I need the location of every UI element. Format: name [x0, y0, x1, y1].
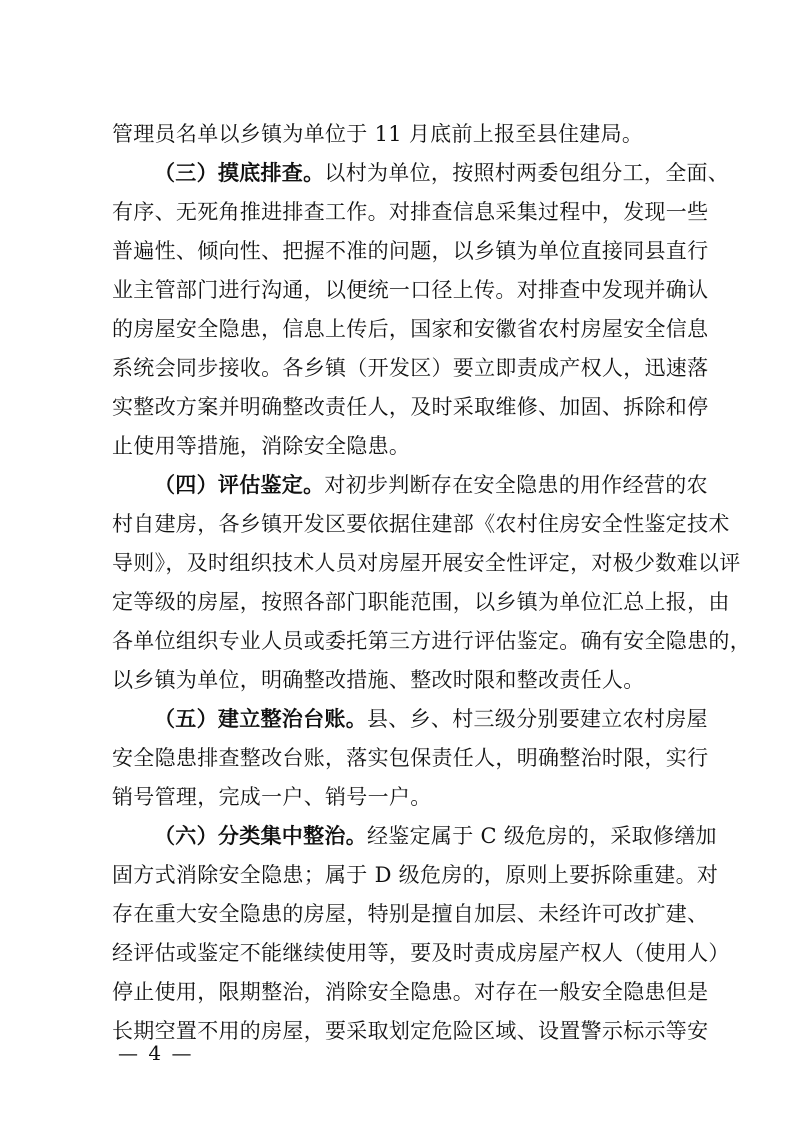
paragraph-first-line: [154, 705, 708, 733]
body-text-line: 系统会同步接收。各乡镇（开发区）要立即责成产权人，迅速落: [112, 356, 709, 380]
body-text-line: 固方式消除安全隐患；属于 D 级危房的，原则上要拆除重建。对: [112, 863, 719, 887]
section-heading: （六）分类集中整治。: [154, 823, 367, 848]
body-text-line: 长期空置不用的房屋，要采取划定危险区域、设置警示标示等安: [112, 1019, 709, 1043]
body-text: 以村为单位，按照村两委包组分工，全面、: [324, 161, 730, 185]
section-heading: （五）建立整治台账。: [154, 706, 367, 731]
body-text-line: 存在重大安全隐患的房屋，特别是擅自加层、未经许可改扩建、: [112, 902, 709, 926]
body-text-line: 的房屋安全隐患，信息上传后，国家和安徽省农村房屋安全信息: [112, 317, 709, 341]
body-text-line: 导则》，及时组织技术人员对房屋开展安全性评定，对极少数难以评: [112, 551, 741, 575]
body-text-line: 实整改方案并明确整改责任人，及时采取维修、加固、拆除和停: [112, 395, 709, 419]
body-text-line: 止使用等措施，消除安全隐患。: [112, 434, 411, 458]
body-text-line: 村自建房，各乡镇开发区要依据住建部《农村住房安全性鉴定技术: [112, 512, 730, 536]
body-text-line: 各单位组织专业人员或委托第三方进行评估鉴定。确有安全隐患的，: [112, 629, 751, 653]
body-text: 县、乡、村三级分别要建立农村房屋: [367, 707, 708, 731]
body-text-line: 经评估或鉴定不能继续使用等，要及时责成房屋产权人（使用人）: [112, 941, 730, 965]
body-text-line: 业主管部门进行沟通，以便统一口径上传。对排查中发现并确认: [112, 278, 709, 302]
body-text: 对初步判断存在安全隐患的用作经营的农: [324, 473, 708, 497]
paragraph-first-line: [154, 471, 708, 499]
body-text-line: 普遍性、倾向性、把握不准的问题，以乡镇为单位直接同县直行: [112, 239, 709, 263]
paragraph-first-line: [154, 822, 717, 850]
section-heading: （四）评估鉴定。: [154, 472, 325, 497]
body-text-line: 有序、无死角推进排查工作。对排查信息采集过程中，发现一些: [112, 200, 709, 224]
page-number: — 4 —: [118, 1041, 194, 1065]
body-text-line: 安全隐患排查整改台账，落实包保责任人，明确整治时限，实行: [112, 746, 709, 770]
body-text-line: 销号管理，完成一户、销号一户。: [112, 785, 432, 809]
body-text: 经鉴定属于 C 级危房的，采取修缮加: [367, 824, 717, 848]
body-text-line: 管理员名单以乡镇为单位于 11 月底前上报至县住建局。: [112, 122, 644, 146]
body-text-line: 停止使用，限期整治，消除安全隐患。对存在一般安全隐患但是: [112, 980, 709, 1004]
paragraph-first-line: [154, 159, 730, 187]
body-text-line: 定等级的房屋，按照各部门职能范围，以乡镇为单位汇总上报，由: [112, 590, 730, 614]
body-text-line: 以乡镇为单位，明确整改措施、整改时限和整改责任人。: [112, 668, 645, 692]
section-heading: （三）摸底排查。: [154, 160, 325, 185]
